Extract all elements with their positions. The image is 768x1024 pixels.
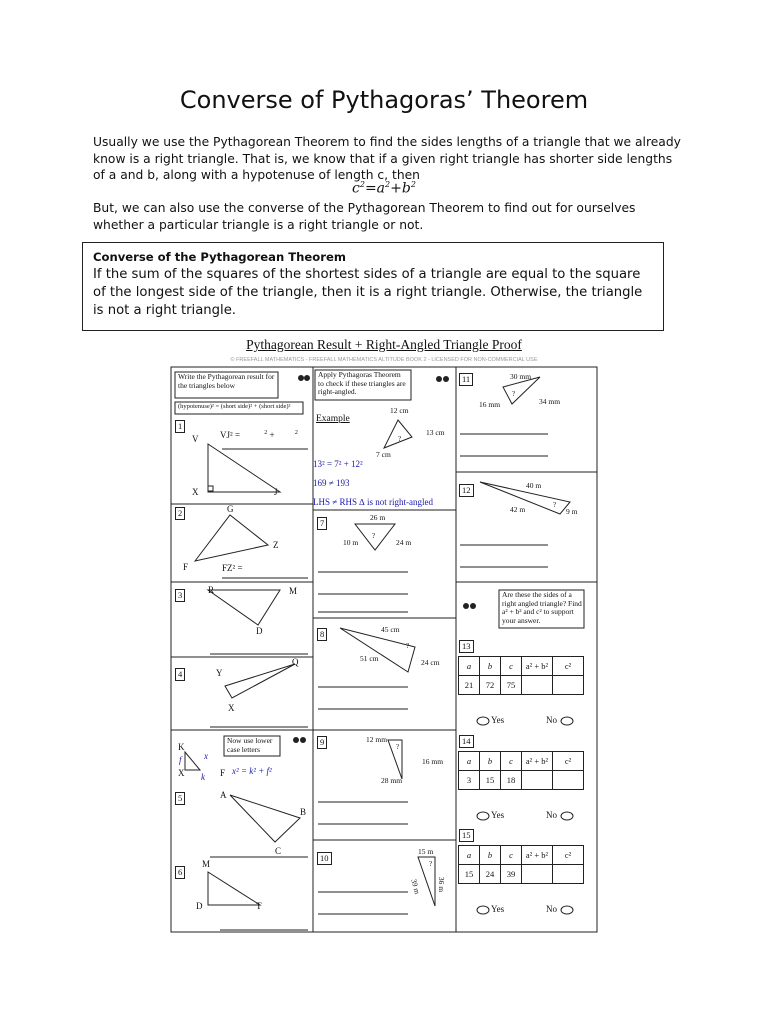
answer-table-q14: a b c a² + b² c² 3 15 18 (458, 751, 584, 790)
question-number: 14 (459, 735, 474, 748)
middle-callout: Apply Pythagoras Theorem to check if these triangles are right-angled. (318, 370, 406, 396)
side-label: x (204, 751, 208, 761)
answer-cell[interactable] (553, 676, 584, 695)
vertex-label: F (183, 562, 189, 572)
pythagoras-formula: $c^2=a^2+b^2$ (352, 180, 416, 197)
vertex-label: V (192, 434, 199, 444)
question-number: 9 (317, 736, 327, 749)
triangle-q8 (340, 628, 415, 672)
example-label: Example (316, 414, 350, 424)
side-length: 16 mm (422, 757, 444, 766)
vertex-label: B (300, 807, 307, 817)
answer-cell[interactable] (522, 676, 553, 695)
side-length: 7 cm (376, 450, 391, 459)
side-length: 16 mm (479, 400, 501, 409)
question-number: 6 (175, 866, 185, 879)
theorem-heading: Converse of the Pythagorean Theorem (93, 250, 346, 264)
example-line-1: 13² = 7² + 12² (313, 459, 363, 469)
worksheet-image (170, 332, 598, 934)
vertex-label: R (208, 585, 215, 595)
vertex-label: M (202, 859, 211, 869)
vertex-label: Q (292, 657, 299, 667)
q2-equation: FZ² = (222, 563, 243, 573)
vertex-label: Z (273, 540, 279, 550)
question-number: 2 (175, 507, 185, 520)
side-length: 26 m (370, 513, 386, 522)
triangle-q4 (225, 664, 295, 698)
triangle-k-example (185, 752, 200, 770)
no-option[interactable]: No (546, 810, 557, 820)
answer-table-q13: a b c a² + b² c² 21 72 75 (458, 656, 584, 695)
vertex-label: Y (216, 668, 223, 678)
answer-cell[interactable] (522, 865, 553, 884)
side-label: k (201, 772, 205, 782)
question-number: 5 (175, 792, 185, 805)
vertex-label: X (192, 487, 199, 497)
yes-option[interactable]: Yes (491, 810, 505, 820)
question-number: 13 (459, 640, 474, 653)
converse-paragraph: But, we can also use the converse of the Pythagorean Theorem to find out for ourselves whether a particular triangle is a right triangle or not. (93, 201, 636, 232)
q1-equation: VJ² = $^2$ + $^2$ (220, 430, 298, 440)
question-number: 10 (317, 852, 332, 865)
theorem-body: If the sum of the squares of the shortest sides of a triangle are equal to the square of the longest side of the triangle, then it is a right triangle. Otherwise, the triangle is not a right triangle. (93, 267, 643, 318)
example-line-2: 169 ≠ 193 (313, 478, 350, 488)
lowercase-callout: Now use lower case letters (227, 736, 273, 754)
side-length: 30 mm (510, 372, 532, 381)
right-callout: Are these the sides of a right angled triangle? Find a² + b² and c² to support your answer. (502, 590, 582, 625)
question-number: 4 (175, 668, 185, 681)
yes-option[interactable]: Yes (491, 904, 505, 914)
side-length: 24 cm (421, 658, 440, 667)
side-label: f (179, 755, 182, 765)
vertex-label: G (227, 504, 234, 514)
intro-paragraph: Usually we use the Pythagorean Theorem to find the sides lengths of a triangle that we already know is a right triangle. That is, we know that if a given right triangle has shorter side lengths of a and b, along with a hypotenuse of length c, then (93, 135, 681, 182)
vertex-label: X (228, 703, 235, 713)
page-title: Converse of Pythagoras’ Theorem (179, 86, 589, 114)
triangle-example (384, 420, 412, 448)
vertex-label: F (220, 768, 226, 778)
side-length: 42 m (510, 505, 526, 514)
vertex-label: M (289, 586, 298, 596)
side-length: 12 cm (390, 406, 409, 415)
side-length: 45 cm (381, 625, 400, 634)
side-length: 10 m (343, 538, 359, 547)
question-number: 11 (459, 373, 473, 386)
side-length: 34 mm (539, 397, 561, 406)
unknown-angle-mark: ? (372, 532, 376, 540)
triangle-q5 (230, 795, 300, 842)
vertex-label: J (274, 487, 278, 497)
triangle-q3 (208, 590, 280, 625)
side-length: 51 cm (360, 654, 379, 663)
k-equation: x² = k² + f² (232, 766, 272, 776)
side-length: 9 m (566, 507, 578, 516)
vertex-label: K (178, 742, 185, 752)
unknown-angle-mark: ? (406, 642, 410, 650)
left-callout: Write the Pythagorean result for the triangles below (178, 372, 275, 390)
question-number: 3 (175, 589, 185, 602)
side-length: 36 m (437, 876, 447, 893)
side-length: 39 m (409, 877, 422, 896)
worksheet-title: Pythagorean Result + Right-Angled Triangle Proof (246, 337, 522, 352)
unknown-angle-mark: ? (553, 501, 557, 509)
triangle-q6 (208, 872, 260, 905)
yes-option[interactable]: Yes (491, 715, 505, 725)
side-length: 15 m (418, 847, 434, 856)
side-length: 40 m (526, 481, 542, 490)
answer-table-q15: a b c a² + b² c² 15 24 39 (458, 845, 584, 884)
vertex-label: C (275, 846, 282, 856)
left-hint: (hypotenuse)² = (short side)² + (short side)² (178, 403, 291, 410)
question-number: 1 (175, 420, 185, 433)
side-length: 13 cm (426, 428, 445, 437)
triangle-q10 (418, 857, 435, 906)
triangle-q11 (503, 377, 540, 404)
theorem-box (82, 242, 664, 331)
answer-cell[interactable] (522, 771, 553, 790)
side-length: 12 mm (366, 735, 388, 744)
question-number: 12 (459, 484, 474, 497)
vertex-label: D (196, 901, 203, 911)
triangle-q2 (195, 515, 268, 561)
unknown-angle-mark: ? (396, 743, 400, 751)
vertex-label: T (256, 901, 262, 911)
unknown-angle-mark: ? (512, 390, 516, 398)
example-line-3: LHS ≠ RHS ∆ is not right-angled (313, 497, 433, 507)
unknown-angle-mark: ? (398, 435, 402, 443)
no-option[interactable]: No (546, 715, 557, 725)
vertex-label: D (256, 626, 263, 636)
unknown-angle-mark: ? (429, 860, 433, 868)
answer-cell[interactable] (553, 771, 584, 790)
question-number: 15 (459, 829, 474, 842)
triangle-q1 (208, 444, 280, 492)
no-option[interactable]: No (546, 904, 557, 914)
vertex-label: A (220, 790, 227, 800)
question-number: 8 (317, 628, 327, 641)
side-length: 24 m (396, 538, 412, 547)
question-number: 7 (317, 517, 327, 530)
triangle-q9 (388, 740, 402, 779)
worksheet-credit: © FREEFALL MATHEMATICS - FREEFALL MATHEMATICS ALTITUDE BOOK 2 - LICENSED FOR NON-COMMERCIAL USE (230, 357, 538, 363)
side-length: 28 mm (381, 776, 403, 785)
answer-cell[interactable] (553, 865, 584, 884)
vertex-label: X (178, 768, 185, 778)
